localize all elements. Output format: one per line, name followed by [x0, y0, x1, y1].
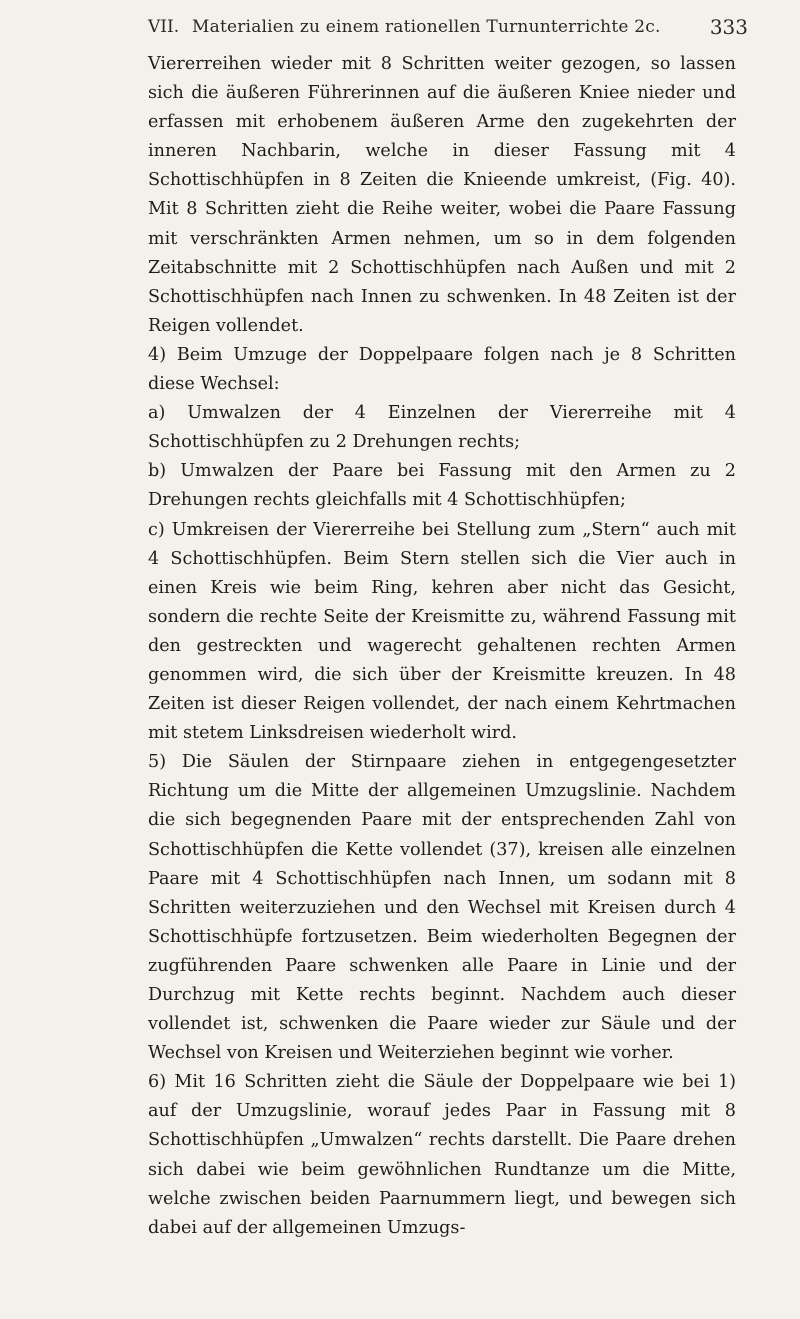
page-number: 333	[709, 15, 748, 39]
running-title: Materialien zu einem rationellen Turnunterrichte 2c.	[192, 17, 661, 37]
paragraph: 5) Die Säulen der Stirnpaare ziehen in entgegengesetzter Richtung um die Mitte der allgemeinen Umzugslinie. Nachdem die sich begegnenden Paare mit der entsprechenden Zahl von Schottischhüpfen die Kette vollendet (37), kreisen alle einzelnen Paare mit 4 Schottischhüpfen nach Innen, um sodann mit 8 Schritten weiterzuziehen und den Wechsel mit Kreisen durch 4 Schottischhüpfe fortzusetzen. Beim wiederholten Begegnen der zugführenden Paare schwenken alle Paare in Linie und der Durchzug mit Kette rechts beginnt. Nachdem auch dieser vollendet ist, schwenken die Paare wieder zur Säule und der Wechsel von Kreisen und Weiterziehen beginnt wie vorher.	[148, 752, 736, 1064]
paragraph: 6) Mit 16 Schritten zieht die Säule der Doppelpaare wie bei 1) auf der Umzugslinie, worauf jedes Paar in Fassung mit 8 Schottischhüpfen „Umwalzen“ rechts darstellt. Die Paare drehen sich dabei wie beim gewöhnlichen Rundtanze um die Mitte, welche zwischen beiden Paarnummern liegt, und bewegen sich dabei auf der allgemeinen Umzugs-	[148, 1072, 736, 1238]
paragraph: a) Umwalzen der 4 Einzelnen der Viererreihe mit 4 Schottischhüpfen zu 2 Drehungen rechts;	[148, 403, 736, 453]
chapter-number: VII.	[148, 17, 180, 37]
body-text	[148, 50, 736, 1243]
paragraph: 4) Beim Umzuge der Doppelpaare folgen nach je 8 Schritten diese Wechsel:	[148, 344, 736, 395]
paragraph: b) Umwalzen der Paare bei Fassung mit den Armen zu 2 Drehungen rechts gleichfalls mit 4 Schottischhüpfen;	[148, 461, 736, 511]
paragraph: c) Umkreisen der Viererreihe bei Stellung zum „Stern“ auch mit 4 Schottischhüpfen. Beim Stern stellen sich die Vier auch in einen Kreis wie beim Ring, kehren aber nicht das Gesicht, sondern die rechte Seite der Kreismitte zu, während Fassung mit den gestreckten und wagerecht gehaltenen rechten Armen genommen wird, die sich über der Kreismitte kreuzen. In 48 Zeiten ist dieser Reigen vollendet, der nach einem Kehrtmachen mit stetem Linksdreisen wiederholt wird.	[148, 519, 736, 744]
paragraph: Viererreihen wieder mit 8 Schritten weiter gezogen, so lassen sich die äußeren Führerinnen auf die äußeren Kniee nieder und erfassen mit erhobenem äußeren Arme den zugekehrten der inneren Nachbarin, welche in dieser Fassung mit 4 Schottischhüpfen in 8 Zeiten die Knieende umkreist, (Fig. 40). Mit 8 Schritten zieht die Reihe weiter, wobei die Paare Fassung mit verschränkten Armen nehmen, um so in dem folgenden Zeitabschnitte mit 2 Schottischhüpfen nach Außen und mit 2 Schottischhüpfen nach Innen zu schwenken. In 48 Zeiten ist der Reigen vollendet.	[148, 54, 736, 336]
